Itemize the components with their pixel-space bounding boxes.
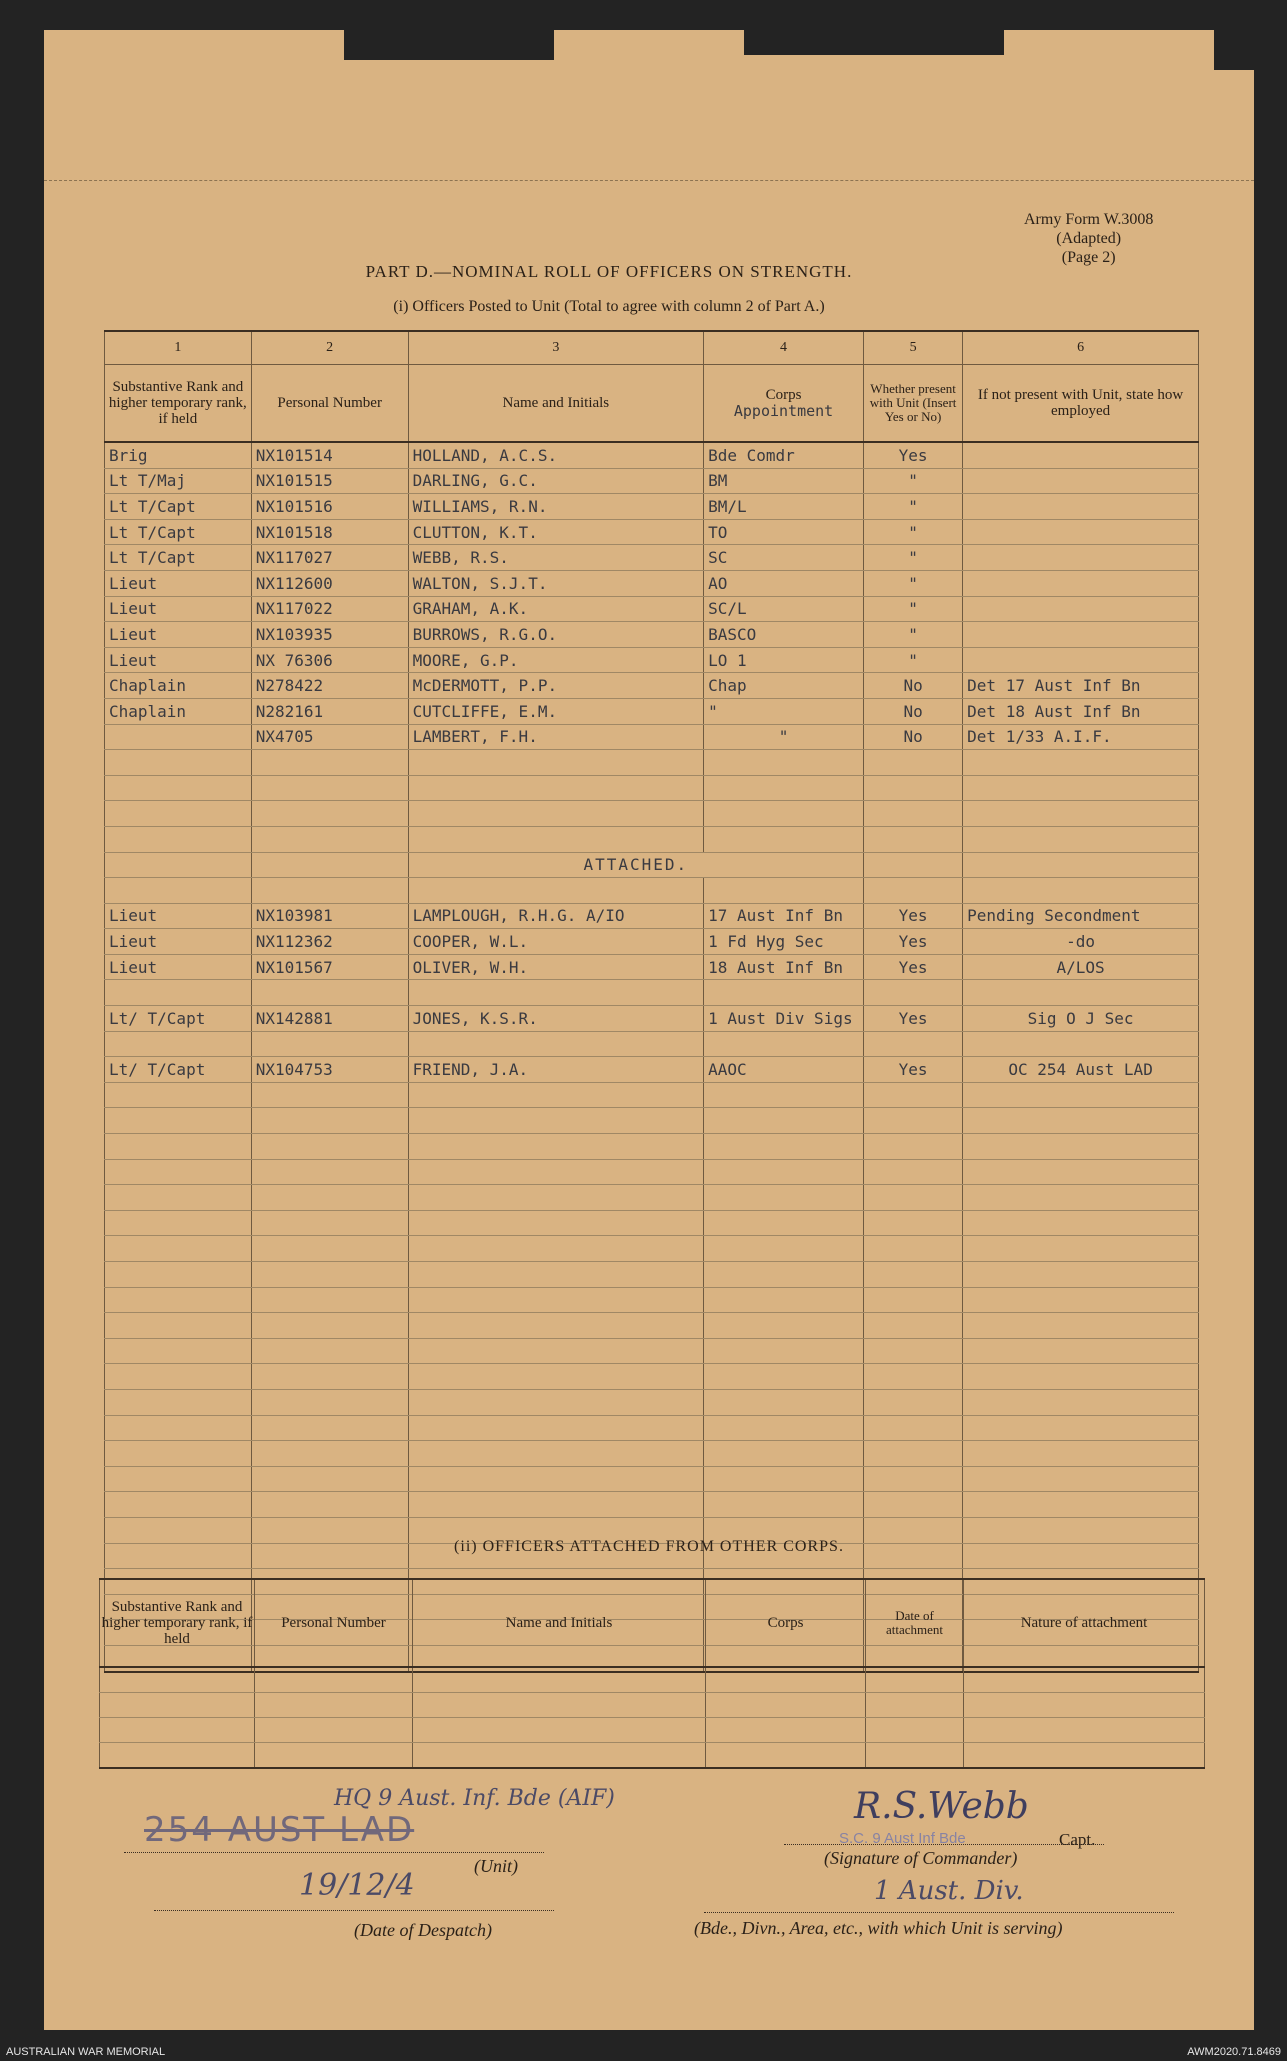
blank-row [105, 1159, 1199, 1185]
table-row [105, 673, 1199, 699]
column-number: 3 [408, 331, 704, 365]
form-reference [1024, 210, 1153, 267]
commander-signature: R.S.Webb [854, 1786, 1029, 1827]
unit-line [124, 1852, 544, 1853]
rank-cell: Lieut [105, 929, 252, 955]
number-cell: NX117022 [251, 596, 408, 622]
number-cell: N278422 [251, 673, 408, 699]
rank-cell: Lieut [105, 647, 252, 673]
employed-cell [963, 519, 1199, 545]
serving-line [704, 1912, 1174, 1913]
present-cell: No [863, 673, 962, 699]
employed-cell [963, 647, 1199, 673]
corps-cell: 1 Aust Div Sigs [704, 1006, 864, 1032]
number-cell: NX101514 [251, 442, 408, 468]
present-cell: " [863, 494, 962, 520]
corps-cell: BASCO [704, 622, 864, 648]
table-row [105, 519, 1199, 545]
blank-row [105, 1492, 1199, 1518]
column-number: 4 [704, 331, 864, 365]
name-cell: GRAHAM, A.K. [408, 596, 704, 622]
present-cell: Yes [863, 929, 962, 955]
blank-row [105, 1466, 1199, 1492]
rank-cell: Lt T/Capt [105, 545, 252, 571]
present-cell: " [863, 545, 962, 571]
table-row-faded [105, 724, 1199, 750]
table-row [105, 698, 1199, 724]
table-row [105, 647, 1199, 673]
part-title: PART D.—NOMINAL ROLL OF OFFICERS ON STRENGTH. [365, 262, 853, 281]
unit-label: (Unit) [474, 1856, 518, 1876]
header-name: Name and Initials [413, 1579, 706, 1667]
number-cell: NX117027 [251, 545, 408, 571]
present-cell: " [863, 647, 962, 673]
employed-cell: A/LOS [963, 954, 1199, 980]
name-cell: BURROWS, R.G.O. [408, 622, 704, 648]
unit-handwritten: HQ 9 Aust. Inf. Bde (AIF) [334, 1786, 615, 1811]
attached-heading: ATTACHED. [408, 852, 863, 878]
footer-accession: AWM2020.71.8469 [1187, 2046, 1281, 2058]
name-cell: JONES, K.S.R. [408, 1006, 704, 1032]
blank-row [105, 750, 1199, 776]
blank-row [105, 1082, 1199, 1108]
fold-line [44, 180, 1254, 181]
present-cell: " [863, 596, 962, 622]
table-row [105, 570, 1199, 596]
number-cell: NX101515 [251, 468, 408, 494]
blank-row [105, 1108, 1199, 1134]
rank-cell: Lieut [105, 622, 252, 648]
number-cell: NX103981 [251, 903, 408, 929]
blank-row [105, 801, 1199, 827]
header-corps [704, 365, 864, 443]
corps-cell: Bde Comdr [704, 442, 864, 468]
corps-cell: 17 Aust Inf Bn [704, 903, 864, 929]
rank-cell: Lieut [105, 570, 252, 596]
present-cell: Yes [863, 954, 962, 980]
rank-cell: Lt T/Capt [105, 494, 252, 520]
rank-cell: Lt/ T/Capt [105, 1006, 252, 1032]
date-line [154, 1910, 554, 1911]
blank-row [105, 1389, 1199, 1415]
signature-line [784, 1844, 1104, 1845]
blank-row [105, 1313, 1199, 1339]
header-nature-of-attachment: Nature of attachment [964, 1579, 1205, 1667]
name-cell: WEBB, R.S. [408, 545, 704, 571]
header-rank: Substantive Rank and higher temporary rank, if held [105, 365, 252, 443]
name-cell: LAMPLOUGH, R.H.G. A/IO [408, 903, 704, 929]
nominal-roll-table [104, 330, 1199, 1673]
blank-row [105, 1031, 1199, 1057]
name-cell: WALTON, S.J.T. [408, 570, 704, 596]
present-cell: No [863, 724, 962, 750]
corps-cell: BM [704, 468, 864, 494]
blank-row [105, 1185, 1199, 1211]
present-cell: " [863, 570, 962, 596]
name-cell: CLUTTON, K.T. [408, 519, 704, 545]
corps-cell: AAOC [704, 1057, 864, 1083]
rank-cell: Brig [105, 442, 252, 468]
present-cell: Yes [863, 1006, 962, 1032]
blank-row [105, 1236, 1199, 1262]
corps-cell: 1 Fd Hyg Sec [704, 929, 864, 955]
corps-cell: SC [704, 545, 864, 571]
column-number: 2 [251, 331, 408, 365]
table-row [105, 494, 1199, 520]
rank-cell: Chaplain [105, 698, 252, 724]
number-cell: NX112600 [251, 570, 408, 596]
blank-row [105, 1262, 1199, 1288]
present-cell: Yes [863, 903, 962, 929]
number-cell: NX101567 [251, 954, 408, 980]
header-personal-number: Personal Number [255, 1579, 413, 1667]
number-cell: NX4705 [251, 724, 408, 750]
blank-row [105, 1287, 1199, 1313]
column-number: 6 [963, 331, 1199, 365]
name-cell: McDERMOTT, P.P. [408, 673, 704, 699]
signature-label: (Signature of Commander) [824, 1848, 1018, 1868]
table-row [105, 1057, 1199, 1083]
name-cell: FRIEND, J.A. [408, 1057, 704, 1083]
rank-cell: Lt/ T/Capt [105, 1057, 252, 1083]
corps-cell: BM/L [704, 494, 864, 520]
employed-cell: Det 1/33 A.I.F. [963, 724, 1199, 750]
part-subtitle: (i) Officers Posted to Unit (Total to agree with column 2 of Part A.) [393, 298, 825, 315]
header-date-of-attachment: Date of attachment [866, 1579, 964, 1667]
blank-row [105, 1415, 1199, 1441]
blank-row [105, 1364, 1199, 1390]
serving-handwritten: 1 Aust. Div. [874, 1876, 1024, 1906]
table-row [105, 468, 1199, 494]
date-label: (Date of Despatch) [354, 1920, 492, 1940]
blank-row [100, 1667, 1205, 1693]
employed-cell: Det 17 Aust Inf Bn [963, 673, 1199, 699]
table-row [105, 442, 1199, 468]
torn-edge [344, 30, 554, 60]
present-cell: No [863, 698, 962, 724]
header-present: Whether present with Unit (Insert Yes or No) [863, 365, 962, 443]
form-ref-line: (Page 2) [1061, 249, 1116, 266]
present-cell: Yes [863, 1057, 962, 1083]
form-ref-line: Army Form W.3008 [1024, 211, 1154, 228]
number-cell: N282161 [251, 698, 408, 724]
name-cell: LAMBERT, F.H. [408, 724, 704, 750]
corps-cell: 18 Aust Inf Bn [704, 954, 864, 980]
corps-cell: " [704, 698, 864, 724]
number-cell: NX142881 [251, 1006, 408, 1032]
blank-row [105, 980, 1199, 1006]
name-cell: CUTCLIFFE, E.M. [408, 698, 704, 724]
rank-cell: Lt T/Capt [105, 519, 252, 545]
table-row [105, 596, 1199, 622]
employed-cell [963, 442, 1199, 468]
present-cell: " [863, 519, 962, 545]
column-header-row [100, 1579, 1205, 1667]
present-cell: " [863, 622, 962, 648]
blank-row [105, 1134, 1199, 1160]
serving-label: (Bde., Divn., Area, etc., with which Unit is serving) [694, 1918, 1063, 1938]
column-number-row [105, 331, 1199, 365]
signature-stamp: S.C. 9 Aust Inf Bde [839, 1830, 966, 1847]
blank-row [100, 1693, 1205, 1718]
present-cell: Yes [863, 442, 962, 468]
column-number: 1 [105, 331, 252, 365]
blank-row [100, 1718, 1205, 1743]
blank-row [105, 878, 1199, 904]
column-header-row [105, 365, 1199, 443]
employed-cell [963, 545, 1199, 571]
header-rank: Substantive Rank and higher temporary rank, if held [100, 1579, 255, 1667]
corps-cell: TO [704, 519, 864, 545]
header-corps-label: Corps [765, 387, 802, 403]
present-cell: " [863, 468, 962, 494]
header-name: Name and Initials [408, 365, 704, 443]
footer-credit: AUSTRALIAN WAR MEMORIAL [6, 2046, 166, 2058]
rank-cell: Lieut [105, 596, 252, 622]
torn-edge [1214, 30, 1254, 70]
corps-cell: AO [704, 570, 864, 596]
date-handwritten: 19/12/4 [299, 1868, 415, 1903]
table-row [105, 1006, 1199, 1032]
employed-cell: Sig O J Sec [963, 1006, 1199, 1032]
table-row [105, 954, 1199, 980]
header-employed: If not present with Unit, state how employed [963, 365, 1199, 443]
rank-cell: Lt T/Maj [105, 468, 252, 494]
name-cell: WILLIAMS, R.N. [408, 494, 704, 520]
blank-row [105, 1210, 1199, 1236]
rank-suffix: Capt. [1059, 1830, 1096, 1849]
number-cell: NX104753 [251, 1057, 408, 1083]
employed-cell [963, 596, 1199, 622]
rank-cell [105, 724, 252, 750]
number-cell: NX101518 [251, 519, 408, 545]
table-row [105, 622, 1199, 648]
name-cell: DARLING, G.C. [408, 468, 704, 494]
column-number: 5 [863, 331, 962, 365]
name-cell: OLIVER, W.H. [408, 954, 704, 980]
torn-edge [744, 30, 1004, 55]
attached-heading-row [105, 852, 1199, 878]
number-cell: NX101516 [251, 494, 408, 520]
form-ref-line: (Adapted) [1056, 230, 1122, 247]
table-row [105, 545, 1199, 571]
blank-row [105, 826, 1199, 852]
blank-row [105, 1441, 1199, 1467]
blank-row [105, 775, 1199, 801]
employed-cell: -do [963, 929, 1199, 955]
employed-cell: OC 254 Aust LAD [963, 1057, 1199, 1083]
employed-cell [963, 622, 1199, 648]
name-cell: MOORE, G.P. [408, 647, 704, 673]
corps-cell: SC/L [704, 596, 864, 622]
form-sheet [44, 30, 1254, 2030]
number-cell: NX 76306 [251, 647, 408, 673]
table-row [105, 929, 1199, 955]
employed-cell [963, 494, 1199, 520]
rank-cell: Chaplain [105, 673, 252, 699]
employed-cell [963, 468, 1199, 494]
blank-row [105, 1338, 1199, 1364]
number-cell: NX112362 [251, 929, 408, 955]
corps-cell: Chap [704, 673, 864, 699]
number-cell: NX103935 [251, 622, 408, 648]
header-corps-typed: Appointment [733, 402, 834, 420]
name-cell: HOLLAND, A.C.S. [408, 442, 704, 468]
attached-other-corps-table [99, 1578, 1205, 1769]
employed-cell: Pending Secondment [963, 903, 1199, 929]
unit-stamp: 254 AUST LAD [144, 1810, 415, 1850]
employed-cell: Det 18 Aust Inf Bn [963, 698, 1199, 724]
header-corps: Corps [706, 1579, 866, 1667]
section2-title: (ii) OFFICERS ATTACHED FROM OTHER CORPS. [454, 1538, 844, 1555]
rank-cell: Lieut [105, 954, 252, 980]
corps-cell: " [704, 724, 864, 750]
header-personal-number: Personal Number [251, 365, 408, 443]
employed-cell [963, 570, 1199, 596]
blank-row [100, 1743, 1205, 1769]
rank-cell: Lieut [105, 903, 252, 929]
corps-cell: LO 1 [704, 647, 864, 673]
table-row [105, 903, 1199, 929]
name-cell: COOPER, W.L. [408, 929, 704, 955]
